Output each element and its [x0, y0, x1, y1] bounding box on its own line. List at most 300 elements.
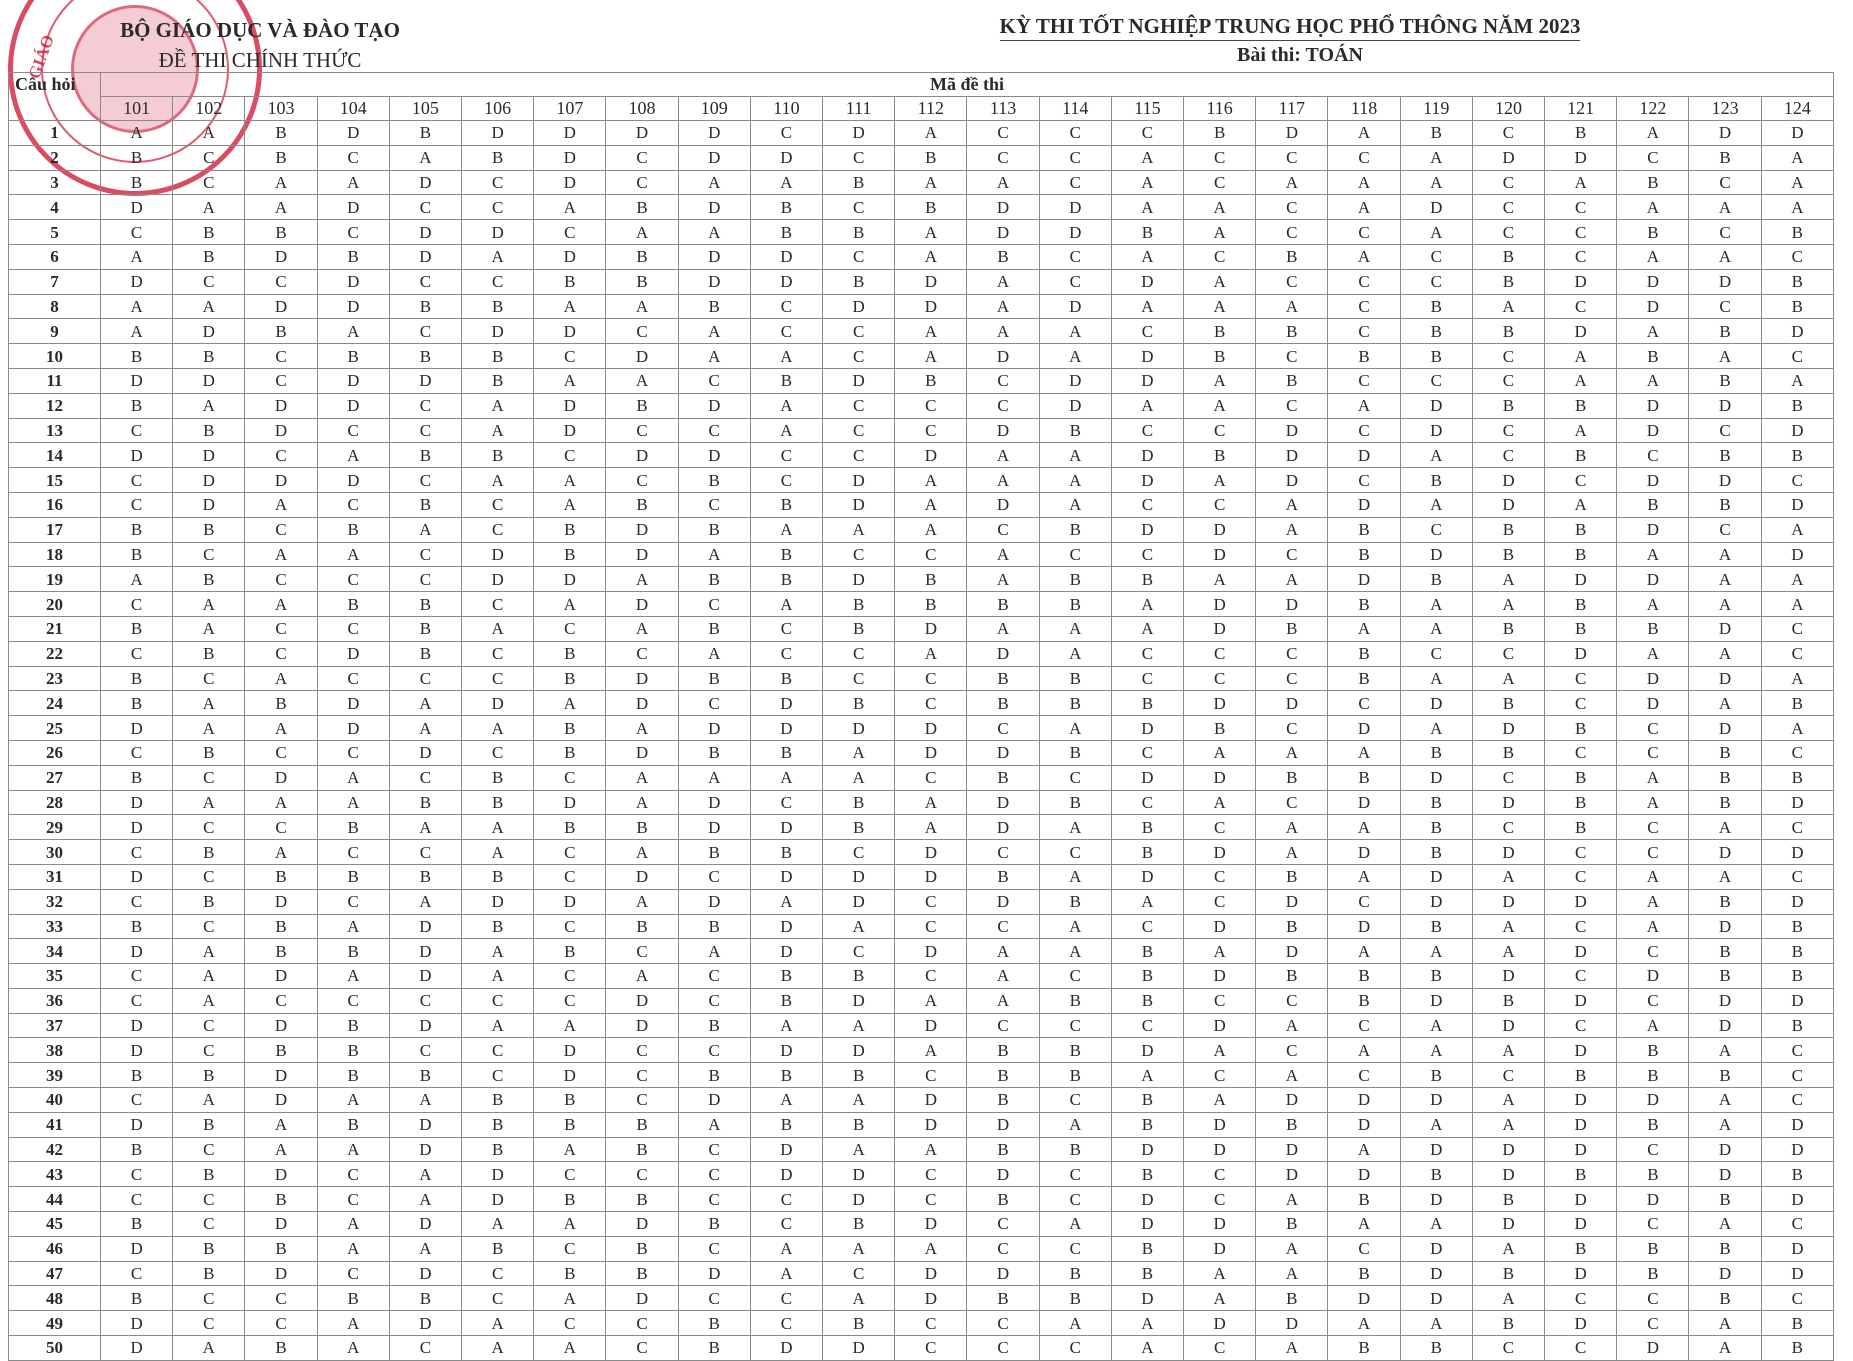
answer-cell: C [462, 269, 534, 294]
answer-cell: A [462, 1311, 534, 1336]
answer-cell: A [1689, 195, 1761, 220]
answer-cell: A [317, 765, 389, 790]
answer-cell: C [317, 740, 389, 765]
answer-cell: D [678, 244, 750, 269]
answer-cell: C [1761, 1212, 1833, 1237]
answer-cell: B [389, 864, 461, 889]
answer-cell: B [606, 1261, 678, 1286]
answer-cell: A [1039, 492, 1111, 517]
answer-cell: D [1184, 616, 1256, 641]
answer-cell: D [317, 269, 389, 294]
answer-cell: B [1328, 1336, 1400, 1361]
answer-cell: C [245, 269, 317, 294]
answer-cell: C [1256, 1038, 1328, 1063]
answer-cell: C [1689, 294, 1761, 319]
exam-code: 108 [606, 97, 678, 121]
answer-cell: B [1545, 393, 1617, 418]
answer-cell: B [750, 666, 822, 691]
answer-cell: C [462, 740, 534, 765]
answer-cell: A [1039, 443, 1111, 468]
exam-subject: Bài thi: TOÁN [1237, 44, 1363, 66]
answer-cell: A [173, 1336, 245, 1361]
answer-cell: B [1761, 393, 1833, 418]
answer-cell: C [1472, 418, 1544, 443]
answer-cell: D [895, 939, 967, 964]
answer-cell: B [101, 393, 173, 418]
answer-cell: C [389, 468, 461, 493]
answer-cell: C [534, 1311, 606, 1336]
answer-cell: B [173, 840, 245, 865]
answer-cell: A [1472, 666, 1544, 691]
exam-codes-row [9, 97, 1834, 121]
exam-code: 103 [245, 97, 317, 121]
answer-cell: B [1545, 1236, 1617, 1261]
table-row [9, 964, 1834, 989]
answer-cell: C [1184, 244, 1256, 269]
answer-cell: C [678, 964, 750, 989]
answer-cell: D [967, 740, 1039, 765]
answer-cell: D [462, 1162, 534, 1187]
answer-cell: D [750, 1336, 822, 1361]
answer-cell: D [967, 889, 1039, 914]
answer-cell: B [823, 1212, 895, 1237]
answer-cell: B [173, 244, 245, 269]
answer-cell: D [534, 170, 606, 195]
answer-cell: A [1184, 1038, 1256, 1063]
answer-cell: D [101, 195, 173, 220]
answer-cell: B [317, 1063, 389, 1088]
answer-cell: A [1256, 294, 1328, 319]
answer-cell: A [1039, 1311, 1111, 1336]
answer-cell: D [101, 864, 173, 889]
answer-cell: D [1689, 1013, 1761, 1038]
answer-cell: B [1472, 691, 1544, 716]
answer-cell: A [534, 592, 606, 617]
answer-cell: A [1184, 294, 1256, 319]
answer-cell: B [1545, 765, 1617, 790]
answer-cell: B [1617, 616, 1689, 641]
answer-cell: B [1761, 1162, 1833, 1187]
answer-cell: D [317, 195, 389, 220]
table-row [9, 368, 1834, 393]
answer-cell: D [1256, 1311, 1328, 1336]
answer-cell: C [1039, 1088, 1111, 1113]
answer-cell: D [534, 1063, 606, 1088]
answer-cell: B [678, 294, 750, 319]
answer-cell: D [1761, 121, 1833, 146]
answer-cell: C [389, 666, 461, 691]
answer-cell: A [1039, 468, 1111, 493]
question-number: 36 [9, 988, 101, 1013]
answer-cell: A [750, 418, 822, 443]
answer-cell: B [1039, 988, 1111, 1013]
answer-cell: C [1472, 344, 1544, 369]
answer-cell: A [245, 492, 317, 517]
answer-cell: B [173, 418, 245, 443]
answer-cell: B [1039, 1063, 1111, 1088]
answer-cell: B [245, 121, 317, 146]
answer-cell: C [1761, 468, 1833, 493]
answer-cell: A [1111, 889, 1183, 914]
answer-cell: C [1617, 1212, 1689, 1237]
answer-cell: D [1472, 1137, 1544, 1162]
answer-cell: B [750, 740, 822, 765]
answer-cell: A [1545, 170, 1617, 195]
exam-code: 121 [1545, 97, 1617, 121]
answer-cell: C [1111, 790, 1183, 815]
answer-cell: C [1256, 393, 1328, 418]
answer-cell: D [1111, 716, 1183, 741]
answer-cell: B [1328, 542, 1400, 567]
answer-cell: C [895, 1336, 967, 1361]
answer-cell: C [1545, 964, 1617, 989]
answer-cell: B [750, 492, 822, 517]
answer-cell: B [462, 145, 534, 170]
answer-cell: D [245, 765, 317, 790]
answer-cell: C [1400, 368, 1472, 393]
question-number: 38 [9, 1038, 101, 1063]
answer-cell: B [967, 1063, 1039, 1088]
answer-cell: A [173, 790, 245, 815]
answer-cell: D [1111, 1212, 1183, 1237]
answer-cell: D [895, 1261, 967, 1286]
answer-cell: D [1545, 939, 1617, 964]
answer-cell: B [173, 344, 245, 369]
answer-cell: A [534, 492, 606, 517]
answer-cell: C [823, 145, 895, 170]
answer-cell: C [245, 1311, 317, 1336]
answer-cell: B [1472, 542, 1544, 567]
answer-cell: A [101, 567, 173, 592]
answer-cell: A [534, 1137, 606, 1162]
answer-cell: A [1617, 765, 1689, 790]
answer-cell: A [1472, 1236, 1544, 1261]
answer-cell: A [1111, 393, 1183, 418]
answer-cell: D [1761, 492, 1833, 517]
answer-cell: A [967, 542, 1039, 567]
answer-cell: B [1039, 1137, 1111, 1162]
answer-cell: A [1256, 1236, 1328, 1261]
table-row [9, 244, 1834, 269]
answer-cell: A [1400, 1112, 1472, 1137]
answer-cell: A [1472, 294, 1544, 319]
answer-cell: D [1400, 864, 1472, 889]
answer-cell: D [1111, 517, 1183, 542]
table-row [9, 468, 1834, 493]
answer-cell: A [823, 765, 895, 790]
answer-cell: A [1617, 195, 1689, 220]
question-column-header: Câu hỏi [9, 73, 101, 121]
answer-cell: D [1761, 319, 1833, 344]
answer-cell: D [173, 443, 245, 468]
answer-cell: A [1472, 1038, 1544, 1063]
answer-cell: D [1472, 889, 1544, 914]
table-row [9, 393, 1834, 418]
answer-cell: D [823, 468, 895, 493]
answer-cell: B [1328, 666, 1400, 691]
answer-cell: B [389, 616, 461, 641]
answer-cell: C [967, 1311, 1039, 1336]
answer-cell: B [678, 567, 750, 592]
answer-cell: D [678, 393, 750, 418]
table-row [9, 294, 1834, 319]
answer-cell: A [173, 716, 245, 741]
answer-cell: D [317, 468, 389, 493]
answer-cell: C [317, 889, 389, 914]
answer-cell: C [1039, 121, 1111, 146]
answer-cell: B [534, 740, 606, 765]
answer-cell: C [1761, 1038, 1833, 1063]
answer-cell: B [606, 195, 678, 220]
answer-cell: D [1761, 790, 1833, 815]
answer-cell: D [1184, 765, 1256, 790]
answer-cell: D [678, 121, 750, 146]
answer-cell: C [895, 691, 967, 716]
answer-cell: A [678, 170, 750, 195]
question-number: 1 [9, 121, 101, 146]
answer-cell: A [1256, 517, 1328, 542]
answer-cell: C [1545, 666, 1617, 691]
answer-cell: C [1328, 1013, 1400, 1038]
answer-cell: D [1761, 1112, 1833, 1137]
answer-cell: A [750, 765, 822, 790]
answer-cell: A [317, 319, 389, 344]
answer-cell: C [1472, 1063, 1544, 1088]
answer-cell: A [1689, 815, 1761, 840]
answer-cell: C [750, 468, 822, 493]
question-number: 14 [9, 443, 101, 468]
exam-code: 114 [1039, 97, 1111, 121]
answer-cell: A [1617, 244, 1689, 269]
answer-cell: C [173, 1311, 245, 1336]
answer-cell: B [1545, 443, 1617, 468]
answer-cell: D [1689, 840, 1761, 865]
answer-cell: D [1184, 914, 1256, 939]
answer-cell: A [823, 1013, 895, 1038]
answer-cell: C [750, 790, 822, 815]
answer-cell: A [1184, 1286, 1256, 1311]
answer-cell: D [1472, 716, 1544, 741]
answer-cell: C [534, 765, 606, 790]
answer-cell: D [534, 319, 606, 344]
answer-cell: B [1039, 691, 1111, 716]
answer-cell: C [1761, 616, 1833, 641]
answer-cell: D [1545, 1112, 1617, 1137]
answer-cell: D [1689, 914, 1761, 939]
answer-cell: B [823, 815, 895, 840]
answer-cell: B [101, 1212, 173, 1237]
answer-cell: C [1256, 666, 1328, 691]
table-row [9, 716, 1834, 741]
answer-cell: A [750, 592, 822, 617]
answer-cell: C [750, 443, 822, 468]
answer-cell: A [1689, 244, 1761, 269]
answer-cell: C [534, 443, 606, 468]
answer-cell: B [1761, 1013, 1833, 1038]
answer-cell: B [1400, 840, 1472, 865]
answer-cell: A [1689, 344, 1761, 369]
answer-cell: A [895, 468, 967, 493]
answer-cell: A [750, 393, 822, 418]
answer-cell: A [1039, 939, 1111, 964]
table-row [9, 864, 1834, 889]
answer-cell: D [1184, 1137, 1256, 1162]
answer-cell: A [606, 889, 678, 914]
answer-cell: B [1689, 790, 1761, 815]
answer-cell: A [1400, 492, 1472, 517]
answer-cell: D [1184, 517, 1256, 542]
answer-cell: C [462, 1038, 534, 1063]
answer-cell: A [1256, 492, 1328, 517]
answer-cell: D [895, 616, 967, 641]
exam-code: 122 [1617, 97, 1689, 121]
answer-cell: A [1328, 864, 1400, 889]
answer-cell: B [101, 765, 173, 790]
answer-cell: C [317, 145, 389, 170]
table-row [9, 443, 1834, 468]
answer-cell: C [967, 1212, 1039, 1237]
answer-cell: B [1761, 939, 1833, 964]
answer-cell: C [1111, 492, 1183, 517]
answer-cell: A [1617, 319, 1689, 344]
question-number: 31 [9, 864, 101, 889]
answer-cell: D [1111, 864, 1183, 889]
table-row [9, 1336, 1834, 1361]
answer-cell: C [101, 889, 173, 914]
answer-cell: C [462, 1261, 534, 1286]
answer-cell: C [967, 121, 1039, 146]
answer-cell: B [1400, 740, 1472, 765]
answer-cell: B [1400, 964, 1472, 989]
answer-cell: B [1328, 1187, 1400, 1212]
answer-cell: B [1111, 964, 1183, 989]
table-row [9, 567, 1834, 592]
answer-cell: C [1617, 716, 1689, 741]
answer-cell: C [534, 964, 606, 989]
answer-cell: A [1689, 542, 1761, 567]
answer-cell: C [1184, 1336, 1256, 1361]
answer-cell: B [389, 1063, 461, 1088]
answer-cell: C [895, 1063, 967, 1088]
answer-cell: A [534, 368, 606, 393]
answer-cell: C [1545, 244, 1617, 269]
answer-cell: B [606, 1187, 678, 1212]
answer-cell: C [245, 517, 317, 542]
answer-cell: D [750, 1038, 822, 1063]
answer-cell: C [173, 269, 245, 294]
exam-code: 124 [1761, 97, 1833, 121]
answer-cell: D [1111, 468, 1183, 493]
answer-cell: B [389, 790, 461, 815]
answer-cell: D [101, 1038, 173, 1063]
answer-cell: C [462, 517, 534, 542]
answer-cell: A [173, 616, 245, 641]
question-number: 27 [9, 765, 101, 790]
answer-cell: A [1039, 815, 1111, 840]
answer-cell: A [173, 939, 245, 964]
answer-cell: A [462, 1212, 534, 1237]
answer-cell: B [678, 840, 750, 865]
answer-cell: C [678, 691, 750, 716]
table-row [9, 765, 1834, 790]
answer-cell: A [1111, 294, 1183, 319]
answer-cell: A [317, 542, 389, 567]
answer-cell: B [317, 815, 389, 840]
answer-cell: B [173, 1112, 245, 1137]
answer-cell: A [1184, 567, 1256, 592]
answer-cell: C [1761, 1286, 1833, 1311]
answer-cell: B [1256, 1286, 1328, 1311]
answer-cell: D [389, 1261, 461, 1286]
answer-cell: D [534, 567, 606, 592]
answer-cell: D [823, 492, 895, 517]
answer-cell: C [317, 840, 389, 865]
answer-cell: B [173, 567, 245, 592]
answer-cell: B [245, 1187, 317, 1212]
answer-cell: B [678, 740, 750, 765]
table-row [9, 1063, 1834, 1088]
question-number: 6 [9, 244, 101, 269]
answer-cell: D [317, 691, 389, 716]
answer-cell: D [1689, 666, 1761, 691]
answer-cell: C [1184, 889, 1256, 914]
answer-cell: B [1617, 1038, 1689, 1063]
answer-cell: D [1545, 145, 1617, 170]
answer-cell: A [101, 319, 173, 344]
answer-cell: D [389, 244, 461, 269]
answer-cell: A [245, 195, 317, 220]
answer-cell: D [245, 964, 317, 989]
answer-cell: B [967, 244, 1039, 269]
answer-cell: C [173, 1286, 245, 1311]
answer-cell: D [1472, 492, 1544, 517]
answer-cell: A [1689, 691, 1761, 716]
answer-cell: C [389, 542, 461, 567]
answer-cell: C [1472, 443, 1544, 468]
answer-cell: D [1400, 691, 1472, 716]
answer-cell: B [1472, 517, 1544, 542]
answer-cell: A [1184, 393, 1256, 418]
answer-cell: B [1472, 988, 1544, 1013]
answer-cell: C [462, 592, 534, 617]
answer-cell: D [967, 1112, 1039, 1137]
answer-cell: A [1256, 1063, 1328, 1088]
answer-cell: A [1472, 864, 1544, 889]
answer-cell: C [1761, 864, 1833, 889]
answer-cell: B [534, 1088, 606, 1113]
answer-cell: C [245, 616, 317, 641]
answer-cell: C [1472, 220, 1544, 245]
answer-cell: C [895, 666, 967, 691]
answer-cell: B [1761, 220, 1833, 245]
answer-cell: D [1111, 368, 1183, 393]
answer-cell: D [389, 1013, 461, 1038]
answer-cell: D [1039, 294, 1111, 319]
answer-cell: C [1617, 1286, 1689, 1311]
answer-cell: D [750, 269, 822, 294]
question-number: 7 [9, 269, 101, 294]
answer-cell: A [1328, 121, 1400, 146]
question-number: 24 [9, 691, 101, 716]
answer-cell: C [1039, 542, 1111, 567]
answer-cell: D [1184, 542, 1256, 567]
answer-cell: D [389, 1137, 461, 1162]
answer-cell: C [895, 1187, 967, 1212]
answer-cell: C [1400, 244, 1472, 269]
answer-key-table [8, 72, 1834, 1361]
answer-cell: D [245, 1063, 317, 1088]
answer-cell: D [1256, 468, 1328, 493]
